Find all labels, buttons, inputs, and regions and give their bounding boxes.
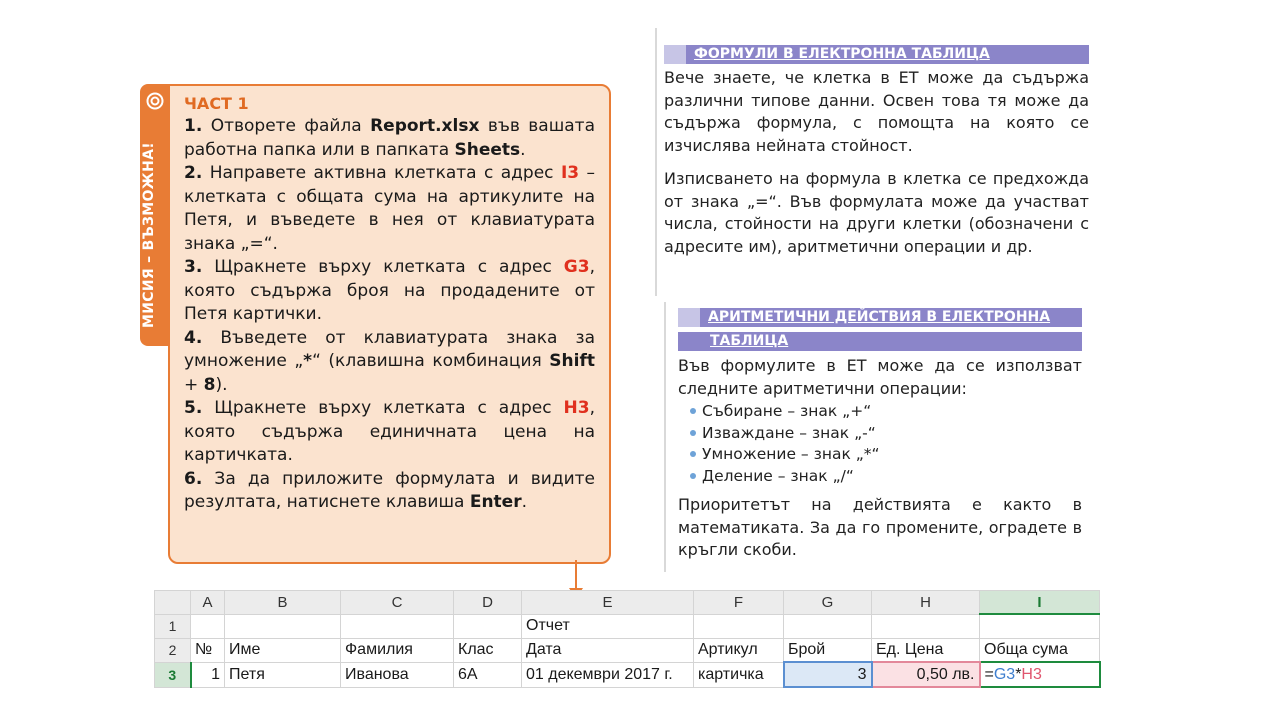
cell[interactable]: Ед. Цена xyxy=(872,638,980,662)
cell[interactable] xyxy=(225,614,341,638)
cell[interactable]: 01 декември 2017 г. xyxy=(522,662,694,687)
operations-list xyxy=(686,401,1076,487)
list-item: Изваждане – знак „-“ xyxy=(686,423,1076,445)
mission-side-label: МИСИЯ – ВЪЗМОЖНА! xyxy=(141,142,157,328)
target-icon xyxy=(146,92,164,110)
column-divider xyxy=(655,28,657,296)
table-row xyxy=(155,662,1100,687)
column-header[interactable]: H xyxy=(872,591,980,615)
cell[interactable]: Иванова xyxy=(341,662,454,687)
step-1: 1. Отворете файла Report.xlsx във вашата работна папка или в папката Sheets. xyxy=(184,116,595,160)
cell[interactable]: 1 xyxy=(191,662,225,687)
table-row xyxy=(155,614,1100,638)
section-formulas-p2: Изписването на формула в клетка се предхожда от знака „=“. Във формулата може да участват числа, стойности на други клетки (обозначени с адресите им), аритметични операции и др. xyxy=(664,169,1089,256)
cell[interactable]: Артикул xyxy=(694,638,784,662)
cell[interactable] xyxy=(191,614,225,638)
row-header-active[interactable]: 3 xyxy=(155,662,191,687)
list-item: Събиране – знак „+“ xyxy=(686,401,1076,423)
row-header[interactable]: 2 xyxy=(155,638,191,662)
cell[interactable]: 6А xyxy=(454,662,522,687)
cell-title[interactable]: Отчет xyxy=(522,614,694,638)
list-item: Умножение – знак „*“ xyxy=(686,444,1076,466)
step-3: 3. Щракнете върху клетката с адрес G3, която съдържа броя на продадените от Петя картички. xyxy=(184,257,595,324)
cell[interactable]: Дата xyxy=(522,638,694,662)
cell[interactable]: Име xyxy=(225,638,341,662)
mission-side-tab xyxy=(140,84,170,346)
cell-i3-formula[interactable]: =G3*H3 xyxy=(980,662,1100,687)
cell[interactable]: Обща сума xyxy=(980,638,1100,662)
select-all-corner[interactable] xyxy=(155,591,191,615)
column-header[interactable]: D xyxy=(454,591,522,615)
cell[interactable] xyxy=(341,614,454,638)
cell-g3-referenced[interactable]: 3 xyxy=(784,662,872,687)
section-formulas-p1: Вече знаете, че клетка в ЕТ може да съдържа различни типове данни. Освен това тя може да съдържа формула, с помощта на която се изчислява нейната стойност. xyxy=(664,68,1089,155)
cell[interactable]: Петя xyxy=(225,662,341,687)
column-header[interactable]: F xyxy=(694,591,784,615)
cell[interactable] xyxy=(784,614,872,638)
section-arithmetic-outro: Приоритетът на действията е както в математиката. За да го промените, оградете в кръгли скоби. xyxy=(678,495,1082,559)
row-header[interactable]: 1 xyxy=(155,614,191,638)
cell[interactable] xyxy=(694,614,784,638)
column-header[interactable]: G xyxy=(784,591,872,615)
section-heading-arithmetic-1: АРИТМЕТИЧНИ ДЕЙСТВИЯ В ЕЛЕКТРОННА xyxy=(678,308,1082,327)
cell[interactable]: Фамилия xyxy=(341,638,454,662)
step-2: 2. Направете активна клетката с адрес I3 – клетката с общата сума на артикулите на Петя, и въведете в нея от клавиатурата знака „=“. xyxy=(184,163,596,254)
cell[interactable]: № xyxy=(191,638,225,662)
column-header[interactable]: B xyxy=(225,591,341,615)
cell[interactable]: Клас xyxy=(454,638,522,662)
pointer-arrow-line xyxy=(575,560,577,590)
cell[interactable] xyxy=(872,614,980,638)
step-4: 4. Въведете от клавиатурата знака за умножение „*“ (клавишна комбинация Shift + 8). xyxy=(184,327,595,395)
cell[interactable]: картичка xyxy=(694,662,784,687)
cell[interactable] xyxy=(454,614,522,638)
section-heading-formulas: ФОРМУЛИ В ЕЛЕКТРОННА ТАБЛИЦА xyxy=(664,45,1089,64)
mission-box xyxy=(168,84,611,564)
list-item: Деление – знак „/“ xyxy=(686,466,1076,488)
step-6: 6. За да приложите формулата и видите резултата, натиснете клавиша Enter. xyxy=(184,468,595,512)
column-header[interactable]: E xyxy=(522,591,694,615)
column-divider-2 xyxy=(664,302,666,572)
cell[interactable]: Брой xyxy=(784,638,872,662)
cell-h3-referenced[interactable]: 0,50 лв. xyxy=(872,662,980,687)
cell[interactable] xyxy=(980,614,1100,638)
section-heading-arithmetic-2: ТАБЛИЦА xyxy=(678,332,1082,351)
section-arithmetic-intro: Във формулите в ЕТ може да се използват следните аритметични операции: xyxy=(678,356,1082,398)
column-header[interactable]: A xyxy=(191,591,225,615)
step-5: 5. Щракнете върху клетката с адрес H3, която съдържа единичната цена на картичката. xyxy=(184,398,595,465)
column-header-active[interactable]: I xyxy=(980,591,1100,615)
column-header[interactable]: C xyxy=(341,591,454,615)
table-row xyxy=(155,638,1100,662)
spreadsheet xyxy=(154,590,1101,688)
part-title: ЧАСТ 1 xyxy=(184,94,249,113)
